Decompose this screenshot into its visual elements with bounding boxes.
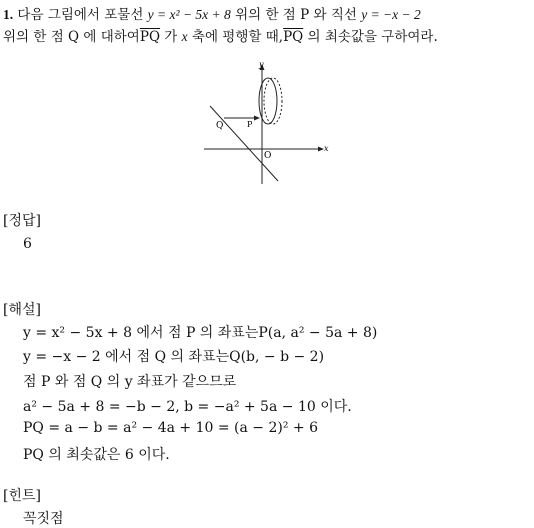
problem-figure (202, 58, 334, 186)
solution-line-2: y = −x − 2 에서 점 Q 의 좌표는Q(b, − b − 2) (23, 349, 325, 365)
line-equation: y = −x − 2 (361, 7, 421, 22)
answer-heading: [정답] (3, 213, 41, 229)
problem-statement (3, 4, 531, 48)
solution-line-3: 점 P 와 점 Q 의 y 좌표가 같으므로 (23, 374, 237, 390)
parabola-equation: y = x² − 5x + 8 (147, 7, 231, 22)
problem-text-6: 의 최솟값을 구하여라. (303, 29, 438, 45)
solution-line-4: a² − 5a + 8 = −b − 2, b = −a² + 5a − 10 이다. (23, 399, 352, 415)
axis-variable: x (181, 29, 188, 44)
answer-value: 6 (23, 236, 32, 252)
solution-line-6: PQ 의 최솟값은 6 이다. (23, 447, 170, 463)
label-y-axis: y (259, 60, 264, 69)
hint-text: 꼭짓점 (23, 511, 64, 527)
problem-text-3: 위의 한 점 Q 에 대하여 (3, 29, 140, 45)
problem-number: 1. (3, 7, 14, 22)
problem-text-5: 축에 평행할 때, (187, 29, 284, 45)
solution-heading: [해설] (3, 302, 41, 318)
parabola-curve-dashed (264, 78, 282, 124)
label-p: P (247, 120, 253, 129)
problem-text-1: 다음 그림에서 포물선 (13, 7, 148, 23)
hint-heading: [힌트] (3, 488, 41, 504)
problem-text-2: 위의 한 점 P 와 직선 (230, 7, 362, 23)
segment-pq-2: $\overline{PQ}$ (283, 29, 304, 45)
line-graph (210, 106, 278, 181)
problem-text-4: 가 (160, 29, 182, 45)
segment-pq: $\overline{PQ}$ (139, 29, 161, 45)
label-q: Q (216, 121, 224, 131)
label-origin: O (264, 151, 272, 161)
label-x-axis: x (324, 144, 329, 153)
segment-arrow (254, 116, 260, 121)
solution-line-1: y = x² − 5x + 8 에서 점 P 의 좌표는P(a, a² − 5a + 8) (23, 325, 378, 341)
solution-line-5: PQ = a − b = a² − 4a + 10 = (a − 2)² + 6 (23, 420, 318, 436)
